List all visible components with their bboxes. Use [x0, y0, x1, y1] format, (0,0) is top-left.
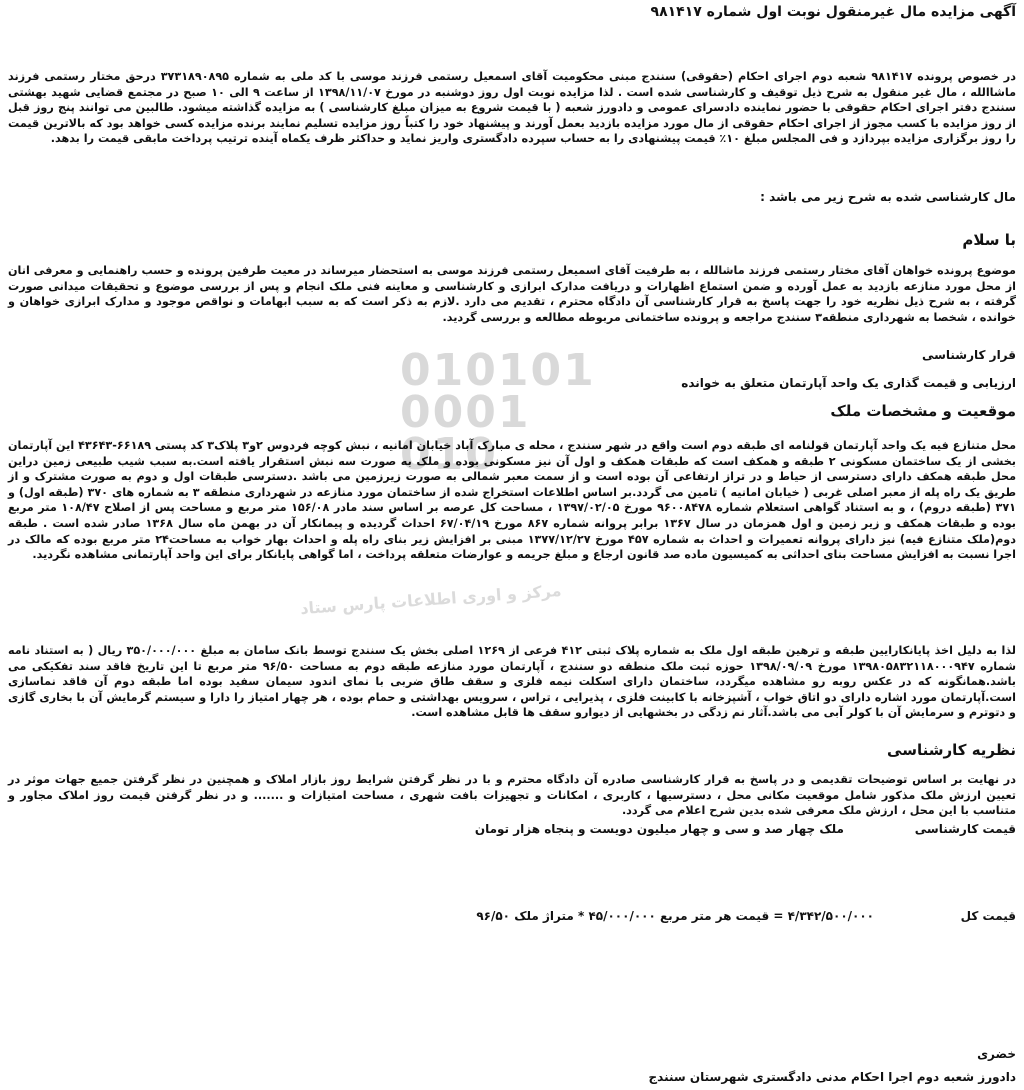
- intro-paragraph: در خصوص پرونده ۹۸۱۴۱۷ شعبه دوم اجرای احکام (حقوقی) سنندج مبنی محکومیت آقای اسمعیل رستمی فرزند موسی با کد ملی به شماره ۳۷۳۱۸۹۰۸۹۵ درحق مختار رستمی فرزند ماشاالله ، مال غیر منقول به شرح ذیل توقیف و کارشناسی شده است . لذا مزایده نوبت اول روز دوشنبه در مورخ ۱۳۹۸/۱۱/۰۷ از ساعت ۹ الی ۱۰ صبح در مجتمع قضایی شهید بهشتی سنندج دفتر اجرای احکام حقوقی با حضور نماینده دادسرای عمومی و دادورز شعبه ( با قیمت شروع به میزان مبلغ کارشناسی ) به مزایده گذاشته میشود. طالبین می توانند پنج روز قبل از روز مزایده با کسب مجوز از اجرای احکام حقوقی از مال مورد مزایده بازدید بعمل آورند و پیشنهاد خود را کتباً روز مزایده تسلیم نمایند برنده مزایده کسی خواهد بود که بالاترین قیمت را روز برگزاری مزایده بپردازد و فی المجلس مبلغ ۱۰٪ قیمت پیشنهادی را به حساب سپرده دادگستری واریز نماید و حداکثر ظرف یکماه آینده ترتیب پرداخت مابقی قیمت را بدهد.: [8, 70, 1017, 146]
- signer-role: دادورز شعبه دوم اجرا احکام مدنی دادگستری شهرستان سنندج: [648, 1070, 1016, 1084]
- opinion-title: نظریه کارشناسی: [887, 741, 1016, 759]
- subject-paragraph: موضوع پرونده خواهان آقای مختار رستمی فرزند ماشالله ، به طرفیت آقای اسمیعل رستمی فرزند موسی به استحضار میرساند در معیت طرفین پرونده و حسب راهنمایی و معرفی انان از محل مورد منازعه بازدید به عمل آورده و ضمن استماع اظهارات و دریافت مدارک ابرازی و کارشناسی و معاینه فنی ملک انجام و پس از بررسی موضوع و تحقیقات میدانی صورت گرفته ، به شرح ذیل نظریه خود را جهت پاسخ به قرار کارشناسی آن دادگاه محترم ، تقدیم می دارد .لازم به ذکر است که به سبب ابهامات و نواقص موجود و مدارک ابرازی خواهان و خوانده ، شخصا به شهرداری منطقه۳ سنندج مراجعه و پرونده ساختمانی مربوطه مطالعه و بررسی گردید.: [8, 264, 1016, 324]
- order-title: قرار کارشناسی: [921, 348, 1016, 362]
- watermark-digits: 010101 0001 010: [400, 345, 596, 480]
- signer-name: خضری: [977, 1047, 1016, 1061]
- opinion-paragraph: در نهایت بر اساس توضیحات تقدیمی و در پاسخ به قرار کارشناسی صادره آن دادگاه محترم و با در نظر گرفتن شرایط روز بازار املاک و همچنین در نظر گرفتن جمیع جهات موثر در تعیین ارزش ملک مذکور شامل موقعیت مکانی محل ، دسترسیها ، کاربری ، امکانات و تجهیزات بافت شهری ، مساحت امتیازات و ....... و در نظر گرفتن قیمت روز املاک مجاور و متناسب با این محل ، ارزش ملک معرفی شده بدین شرح اعلام می گردد.: [8, 773, 1016, 818]
- appraisal-value: ملک چهار صد و سی و چهار میلیون دویست و پنجاه هزار تومان: [474, 822, 844, 836]
- watermark-text: مرکز و اوری اطلاعات پارس ستاد: [299, 580, 563, 619]
- order-text: ارزیابی و قیمت گذاری یک واحد آپارتمان متعلق به خوانده: [681, 376, 1016, 390]
- location-paragraph: محل متنازع فیه یک واحد آپارتمان قولنامه ای طبقه دوم است واقع در شهر سنندج ، محله ی مبارک آباد خیابان امانیه ، نبش کوچه فردوس ۲و۳ پلاک۳ کد پستی ۶۶۱۸۹-۴۳۶۴۳ این آپارتمان بخشی از یک ساختمان مسکونی ۲ طبقه و همکف است که طبقات همکف و اول آن نیز مسکونی بوده و ملک به صورت سه نبش استقرار یافته است.به سبب شیب طبیعی زمین دراین محل طبقه همکف دارای دسترسی از حیاط و در تراز ارتفاعی آن بوده است و از سمت معبر شمالی به صورت زیرزمین می باشد .دسترسی طبقات اول و دوم به صورت مشترک و از طریق یک راه پله از معبر اصلی غربی ( خیابان امانیه ) تامین می گردد.بر اساس اطلاعات استخراج شده از ساختمان مورد منازعه در شهرداری منطقه ۳ به شماره های ۳۷۰ (طبقه اول) و ۳۷۱ (طبقه دروم) ، و به استناد گواهی استعلام شماره ۹۶۰۰۸۴۷۸ مورخ ۱۳۹۷/۰۲/۰۵ ، مساحت کل عرصه بر اساس سند مادر ۱۵۶/۰۸ متر مربع و مساحت پس از اصلاح ۱۰۸/۴۷ متر مربع بوده و طبقات همکف و زیر زمین و اول همزمان در سال ۱۳۶۷ برابر پروانه شماره ۸۶۷ مورخ ۶۷/۰۴/۱۹ احداث گردیده و پیمانکار آن در بهمن ماه سال ۱۳۶۸ صادر شده است . طبقه دوم(ملک متنازع فیه) نیز دارای پروانه تعمیرات و احداث به شماره ۴۵۷ مورخ ۱۳۷۷/۱۲/۲۷ مبنی بر افزایش زیر بنای راه پله و احداث بهار خواب به مساحت۲۴ متر مربع بوده که مالک در اجرا نسبت به افزایش مساحت بنای احداثی به کمیسیون ماده صد قانون ارجاع و مبلغ جریمه و عوارضات متعلقه پرداخت ، اما گواهی پایانکار برای این واحد آپارتمانی مشاهده نگردید.: [8, 439, 1017, 562]
- appraisal-label: قیمت کارشناسی: [914, 822, 1016, 836]
- location-paragraph-2: لذا به دلیل اخذ پایانکارایین طبقه و ترهین طبقه اول ملک به شماره پلاک ثبتی ۴۱۲ فرعی از ۱۲۶۹ اصلی بخش یک سنندج توسط بانک سامان به مبلغ ۳۵۰/۰۰۰/۰۰۰ ریال ( به استناد نامه شماره ۱۳۹۸۰۵۸۳۲۱۱۸۰۰۰۹۴۷ مورخ ۱۳۹۸/۰۹/۰۹ حوزه ثبت ملک منطقه دو سنندج ، آپارتمان مورد منازعه طبقه دوم به مساحت ۹۶/۵۰ متر مربع تا این تاریخ فاقد سند تفکیکی می باشد.همانگونه که در عکس روبه رو مشاهده میگردد، ساختمان دارای اسکلت نیمه فلزی و سقف طاق ضربی با نمای اندود سیمان سفید بوده اما طبقه دوم آن فاقد نماسازی است.آپارتمان مورد اشاره دارای دو اتاق خواب ، آشپزخانه با کابینت فلزی ، پذیرایی ، تراس ، سرویس بهداشتی و حمام بوده ، هر چهار امتیاز را دارا و سیستم گرمایش آن با بخاری گازی و دتوترم و سرمایش آن با کولر آبی می باشد.آثار نم زدگی در بخشهایی از دیوارو سقف ها قابل مشاهده است.: [8, 644, 1016, 720]
- total-value: ۴/۳۴۲/۵۰۰/۰۰۰ = قیمت هر متر مربع ۴۵/۰۰۰/۰۰۰ * متراژ ملک ۹۶/۵۰: [476, 909, 874, 923]
- location-title: موقعیت و مشخصات ملک: [830, 402, 1016, 420]
- greeting: با سلام: [962, 231, 1016, 249]
- notice-title: آگهی مزایده مال غیرمنقول نوبت اول شماره ۹۸۱۴۱۷: [650, 4, 1016, 20]
- property-intro-line: مال کارشناسی شده به شرح زیر می باشد :: [760, 190, 1016, 204]
- total-label: قیمت کل: [960, 909, 1016, 923]
